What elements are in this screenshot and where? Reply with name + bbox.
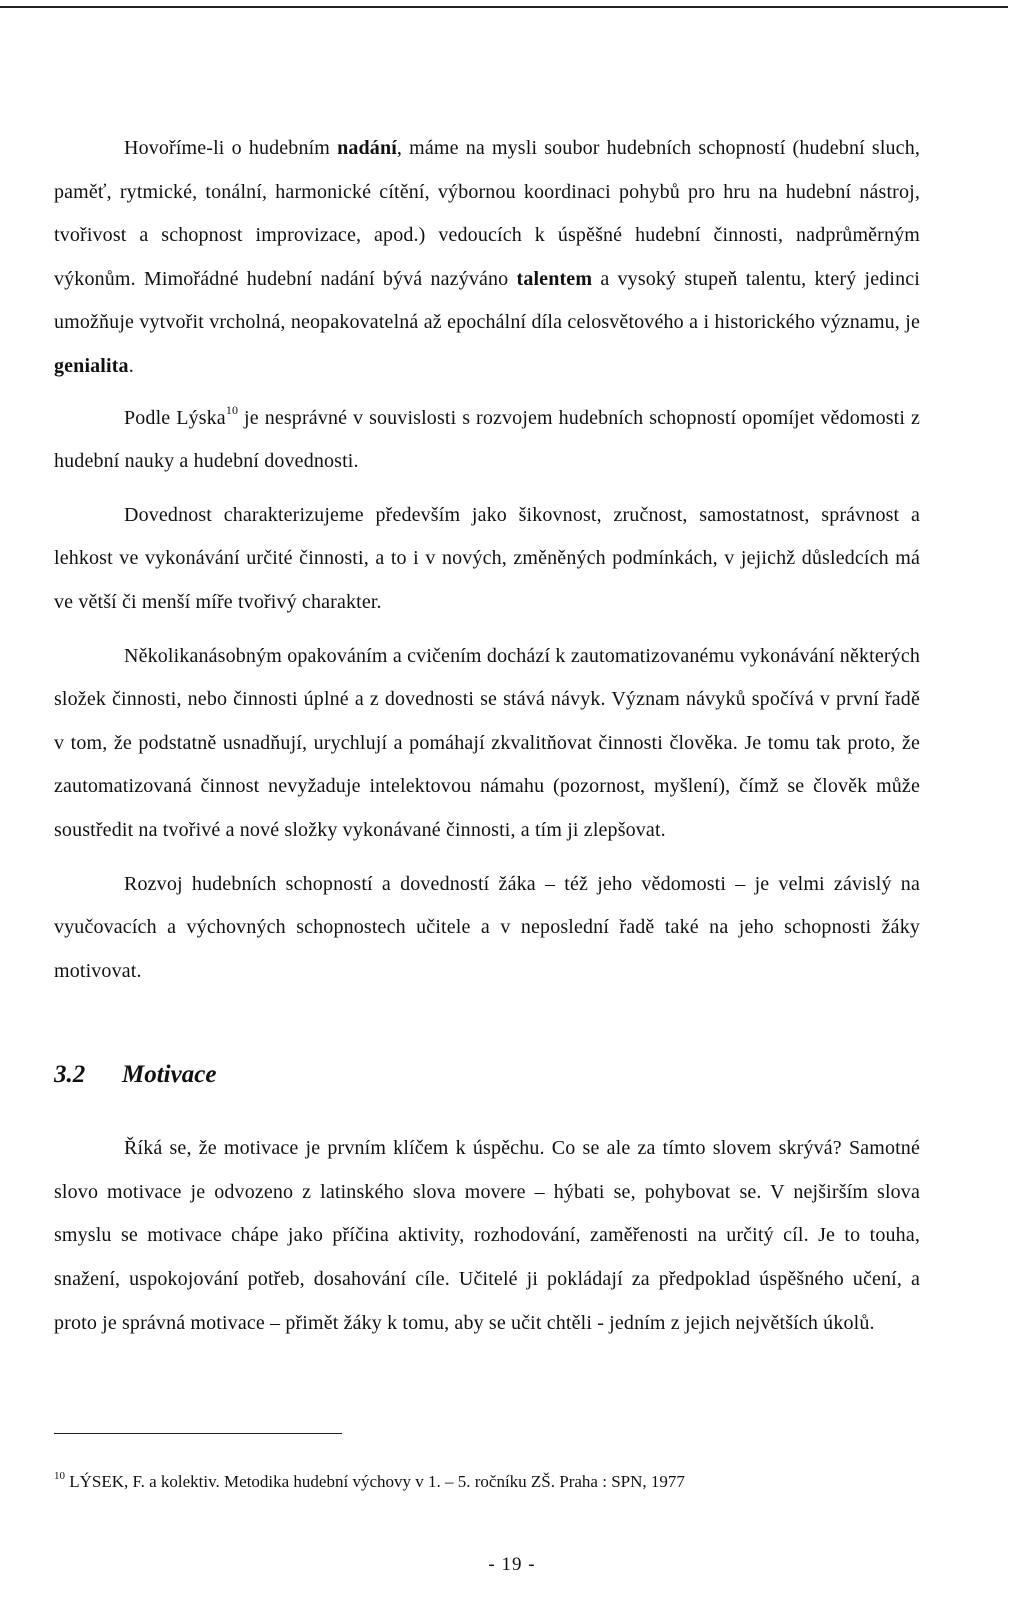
top-border-line [0, 6, 1008, 8]
paragraph-talent [54, 127, 920, 389]
term-talent: talentem [516, 267, 593, 290]
section-title: Motivace [122, 1061, 217, 1089]
section-heading [54, 1055, 920, 1095]
paragraph-motivace: Říká se, že motivace je prvním klíčem k úspěchu. Co se ale za tímto slovem skrývá? Samotné slovo motivace je odvozeno z latinského slova movere – hýbati se, pohybovat se. V nejširším slova smyslu se motivace chápe jako příčina aktivity, rozhodování, zaměřenosti na určitý cíl. Je to touha, snažení, uspokojování potřeb, dosahování cíle. Učitelé ji pokládají za předpoklad úspěšného učení, a proto je správná motivace – přimět žáky k tomu, aby se učit chtěli - jedním z jejich největších úkolů. [54, 1137, 920, 1334]
footnote-separator [54, 1433, 342, 1434]
text-run: Hovoříme-li o hudebním [124, 137, 338, 159]
paragraph-dovednost: Dovednost charakterizujeme především jako šikovnost, zručnost, samostatnost, správnost a lehkost ve vykonávání určité činnosti, a to i v nových, změněných podmínkách, v jejichž důsledcích má ve větší či menší míře tvořivý charakter. [54, 503, 920, 613]
footnote-reference: 10 [225, 402, 239, 417]
paragraph-rozvoj: Rozvoj hudebních schopností a dovedností žáka – též jeho vědomosti – je velmi závislý na vyučovacích a výchovných schopnostech učitele a v neposlední řadě také na jeho schopnosti žáky motivovat. [54, 872, 920, 982]
text-run: Podle Lýska [124, 406, 226, 429]
term-genialita: genialita [54, 354, 129, 377]
footnote-text: LÝSEK, F. a kolektiv. Metodika hudební výchovy v 1. – 5. ročníku ZŠ. Praha : SPN, 1977 [65, 1472, 685, 1491]
text-run: a vysoký stupeň talentu, který jedinci umožňuje vytvořit vrcholná, neopakovatelná až epochální díla celosvětového a i historického významu, je [54, 267, 920, 334]
page-body [54, 127, 920, 1345]
page-number: - 19 - [488, 1554, 536, 1575]
text-run: je nesprávné v souvislosti s rozvojem hudebních schopností opomíjet vědomosti z hudební nauky a hudební dovednosti. [54, 406, 920, 473]
section-number: 3.2 [54, 1061, 86, 1089]
term-nadani: nadání [337, 137, 397, 159]
paragraph-navyk: Několikanásobným opakováním a cvičením dochází k zautomatizovanému vykonávání některých složek činnosti, nebo činnosti úplné a z dovednosti se stává návyk. Význam návyků spočívá v první řadě v tom, že podstatně usnadňují, urychlují a pomáhají zkvalitňovat činnosti člověka. Je tomu tak proto, že zautomatizovaná činnost nevyžaduje intelektovou námahu (pozornost, myšlení), čímž se člověk může soustředit na tvořivé a nové složky vykonávané činnosti, a tím ji zlepšovat. [54, 644, 920, 841]
footnote-number: 10 [54, 1470, 65, 1482]
text-run: . [128, 354, 134, 377]
paragraph-lysek [54, 397, 920, 484]
text-run: , máme na mysli soubor hudebních schopností (hudební sluch, paměť, rytmické, tonální, harmonické cítění, výbornou koordinaci pohybů pro hru na hudební nástroj, tvořivost a schopnost improvizace, apod.) vedoucích k úspěšné hudební činnosti, nadprůměrným výkonům. Mimořádné hudební nadání bývá nazýváno [54, 137, 920, 290]
footnote [54, 1470, 934, 1494]
